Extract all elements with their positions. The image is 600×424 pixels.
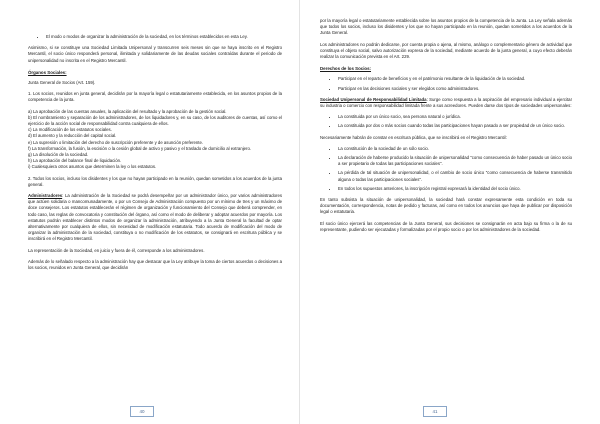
list-item: • La constituida por dos o más socios cuando todas las participaciones hayan pasado a ser propiedad de un único socio.: [338, 123, 572, 129]
right-page: [300, 0, 600, 424]
list-item: • La declaración de haberse producido la situación de unipersonalidad "como consecuencia de haber pasado un único socio a ser propietario de todas las participaciones sociales".: [338, 155, 572, 167]
sociedad-unipersonal-paragraph: [320, 97, 572, 109]
list-item: • El modo o modos de organizar la administración de la sociedad, en los términos establecidos en esta Ley.: [46, 34, 282, 40]
socio-unico-paragraph: El socio único ejercerá las competencias de la Junta General, sus decisiones se consignarán en acta bajo su firma o la de su representante, pudiendo ser ejecutadas y formalizadas por el propio socio o por los administradores de la sociedad.: [320, 220, 572, 232]
derechos-heading: Derechos de los Socios:: [320, 66, 371, 72]
list-item: e) La supresión o limitación del derecho de suscripción preferente y de asunción preferente.: [28, 139, 204, 145]
continuation-paragraph: por la mayoría legal o estatutariamente establecida sobre los asuntos propios de la competencia de la Junta. La Ley señala además que todos los socios, incluso los disidentes y los que no hayan participado en la reunión, quedan sometidos a los acuerdos de la Junta General.: [320, 18, 572, 36]
ademas-paragraph: Además de lo señalado respecto a la administración hay que destacar que la Ley atribuye la toma de ciertos acuerdos o decisiones a los socios, reunidos en Junta General, que decidirán: [28, 258, 282, 271]
representacion-paragraph: La representación de la Sociedad, en juicio y fuera de él, corresponde a los administradores.: [28, 247, 205, 253]
administradores-paragraph: [28, 193, 282, 243]
derechos-list: [320, 76, 572, 91]
list-item: • Participar en el reparto de beneficios y en el patrimonio resultante de la liquidación de la sociedad.: [338, 76, 572, 82]
unipersonalidad-paragraph: En tanto subsista la situación de unipersonalidad, la sociedad hará constar expresamente esta condición en toda su documentación, correspondencia, notas de pedido y facturas, así como en todos los anuncios que haya de publicar por disposición legal o estatutaria.: [320, 197, 572, 215]
list-item: d) El aumento y la reducción del capital social.: [28, 133, 117, 139]
administradores-limit-paragraph: Los administradores no podrán dedicarse, por cuenta propia o ajena, al mismo, análogo o complementario género de actividad que constituya el objeto social, salvo autorización expresa de la sociedad, mediante acuerdo de la junta general, a cuyo efecto deberán realizar la comunicación prevista en el Art. 229.: [320, 41, 572, 60]
list-item: f) La transformación, la fusión, la escisión o la cesión global de activo y pasivo y el traslado de domicilio al extranjero.: [28, 145, 252, 151]
list-item: • La pérdida de tal situación de unipersonalidad, o el cambio de socio único "como consecuencia de haberse transmitido alguna o todas las participaciones sociales".: [338, 170, 572, 182]
list-item: g) La disolución de la sociedad.: [28, 152, 89, 158]
list-item: • Participar en las decisiones sociales y ser elegidos como administradores.: [338, 86, 572, 92]
page-number-right: 41: [423, 406, 447, 417]
page-number-left: 40: [130, 406, 154, 417]
junta-paragraph: 1. Los socios, reunidos en junta general, decidirán por la mayoría legal o estatutariamente establecida, en los asuntos propios de la competencia de la junta.: [28, 91, 282, 103]
list-item: • La constituida por un único socio, sea persona natural o jurídica.: [338, 114, 572, 120]
sociedad-unipersonal-text: : Surge como respuesta a la aspiración del empresario individual a ejercitar su industria o comercio con responsabilidad limitada frente a sus acreedores. Pueden darse dos tipos de sociedades unipersonales:: [320, 96, 572, 109]
tipos-list: [320, 114, 572, 129]
list-item: h) La aprobación del balance final de liquidación.: [28, 158, 122, 164]
registro-list: [320, 146, 572, 192]
necesariamente-paragraph: Necesariamente habrán de constar en escritura pública, que se inscribirá en el Registro Mercantil:: [320, 134, 507, 140]
list-item: a) La aprobación de las cuentas anuales, la aplicación del resultado y la aprobación de la gestión social.: [28, 108, 227, 114]
junta-title: Junta General de Socios (Art. 159).: [28, 80, 96, 86]
list-item: i) Cualesquiera otros asuntos que determinen la ley o los estatutos.: [28, 164, 157, 170]
organos-heading: Órganos Sociales:: [28, 69, 67, 75]
administradores-label: Administradores: [28, 193, 63, 199]
intro-bullet-list: [28, 34, 282, 40]
list-item: • En todos los supuestos anteriores, la inscripción registral expresará la identidad del socio único.: [338, 186, 572, 192]
administradores-text: : La administración de la Sociedad se podrá desempeñar por un administrador único, por varios administradores que actúen solidaria o mancomunadamente, o por un Consejo de Administración compuesto por un mínimo de tres y un máximo de doce consejeros. Los estatutos establecerán el régimen de organización y funcionamiento del Consejo que deberá comprender, en todo caso, las reglas de convocatoria y constitución del órgano, así como el modo de deliberar y adoptar acuerdos por mayoría. Los estatutos podrán establecer distintos modos de organizar la administración, atribuyendo a la Junta General la facultad de optar alternativamente por cualquiera de ellos, sin necesidad de modificación estatutaria. Todo acuerdo de modificación del modo de organizar la administración de la sociedad, constituya o no modificación de los estatutos, se consignará en escritura pública y se inscribirá en el Registro Mercantil.: [28, 193, 282, 242]
acuerdos-paragraph: 2. Todos los socios, incluso los disidentes y los que no hayan participado en la reunión, quedan sometidos a los acuerdos de la junta general.: [28, 175, 282, 187]
unipersonal-paragraph: Asimismo, si se constituye una Sociedad Limitada Unipersonal y transcurren seis meses sin que se haya inscrito en el Registro Mercantil, el socio único responderá personal, ilimitada y solidariamente de las deudas sociales contraídas durante el periodo de unipersonalidad no inscrita en el Registro Mercantil.: [28, 45, 282, 63]
list-item: • La constitución de la sociedad de un sólo socio.: [338, 146, 572, 152]
list-item: b) El nombramiento y separación de los administradores, de los liquidadores y, en su caso, de los auditores de cuentas, así como el ejercicio de la acción social de responsabilidad contra cualquiera de ellos.: [28, 114, 282, 127]
sociedad-unipersonal-label: Sociedad Unipersonal de Responsabilidad Limitada: [320, 96, 427, 102]
list-item: c) La modificación de los estatutos sociales.: [28, 127, 112, 133]
